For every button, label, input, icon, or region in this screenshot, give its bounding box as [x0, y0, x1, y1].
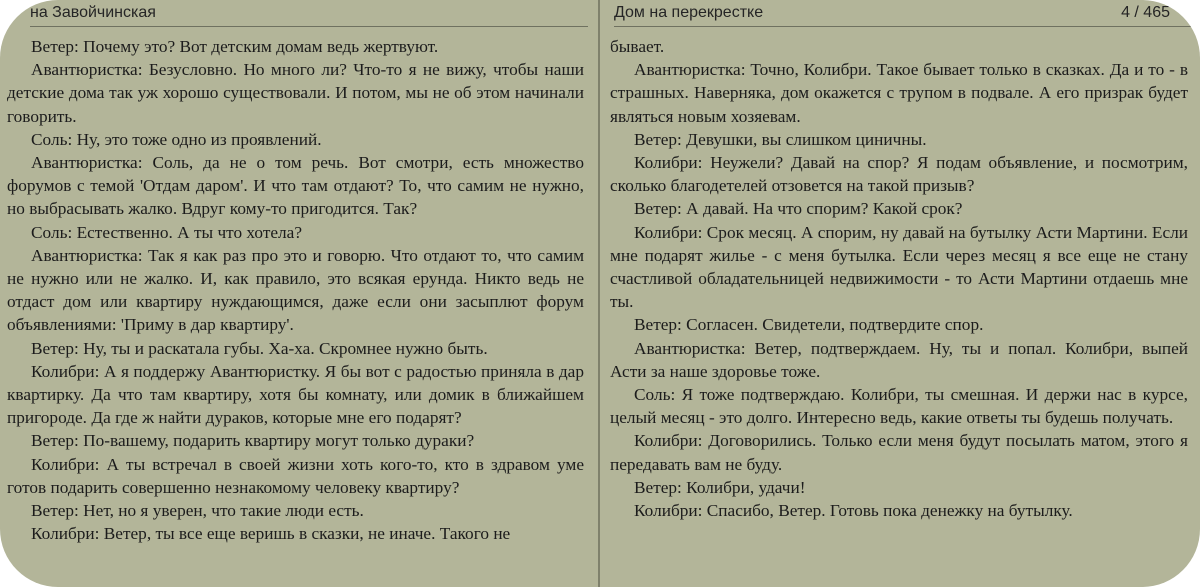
paragraph: Ветер: Почему это? Вот детским домам ведь жертвуют.	[31, 37, 439, 56]
paragraph: Ветер: Колибри, удачи!	[634, 477, 806, 497]
paragraph: Ветер: По-вашему, подарить квартиру могут только дураки?	[31, 431, 475, 451]
page-divider	[598, 0, 600, 587]
left-page-header	[30, 0, 588, 27]
paragraph-continuation: бывает.	[610, 37, 665, 56]
paragraph: Соль: Естественно. А ты что хотела?	[31, 222, 303, 242]
page-counter: 4 / 465	[1121, 4, 1170, 21]
paragraph: Соль: Ну, это тоже одно из проявлений.	[31, 129, 322, 149]
author-title: на Завойчинская	[30, 4, 156, 21]
paragraph: Колибри: А я поддержу Авантюристку. Я бы вот с радостью приняла в дар квартирку. Да что там квартиру, хотя бы комнату, или домик в ближайшем пригороде. Да где ж найти дураков, которые мне его подарят?	[7, 361, 584, 428]
paragraph: Ветер: А давай. На что спорим? Какой срок?	[634, 199, 963, 219]
right-page-text	[610, 35, 1188, 522]
right-page[interactable]	[602, 0, 1200, 587]
paragraph: Авантюристка: Ветер, подтверждаем. Ну, ты и попал. Колибри, выпей Асти за наше здоровье тоже.	[610, 338, 1188, 381]
paragraph: Колибри: А ты встречал в своей жизни хоть кого-то, кто в здравом уме готов подарить совершенно незнакомому человеку квартиру?	[7, 454, 584, 497]
right-page-header	[614, 0, 1200, 27]
paragraph: Ветер: Нет, но я уверен, что такие люди есть.	[31, 501, 364, 521]
paragraph: Колибри: Спасибо, Ветер. Готовь пока денежку на бутылку.	[634, 501, 1073, 521]
paragraph: Авантюристка: Безусловно. Но много ли? Что-то я не вижу, чтобы наши детские дома так уж хорошо существовали. И потом, мы не об этом начинали говорить.	[7, 60, 584, 126]
paragraph: Колибри: Ветер, ты все еще веришь в сказки, не иначе. Такого не	[31, 524, 511, 544]
left-page[interactable]	[0, 0, 598, 587]
paragraph: Ветер: Девушки, вы слишком циничны.	[634, 129, 927, 149]
paragraph: Колибри: Срок месяц. А спорим, ну давай на бутылку Асти Мартини. Если мне подарят жилье - с меня бутылка. Если через месяц я все еще не стану счастливой обладательницей недвижимости - то Асти Мартини отдаешь мне ты.	[610, 222, 1188, 312]
paragraph: Соль: Я тоже подтверждаю. Колибри, ты смешная. И держи нас в курсе, целый месяц - это долго. Интересно ведь, какие ответы ты будешь получать.	[610, 385, 1188, 428]
paragraph: Авантюристка: Соль, да не о том речь. Вот смотри, есть множество форумов с темой 'Отдам даром'. И что там отдают? То, что самим не нужно, но выбрасывать жалко. Вдруг кому-то пригодится. Так?	[7, 153, 584, 219]
paragraph: Авантюристка: Так я как раз про это и говорю. Что отдают то, что самим не нужно или не жалко. И, как правило, это всякая ерунда. Никто ведь не отдаст дом или квартиру нуждающимся, даже если они засыплют форум объявлениями: 'Приму в дар квартиру'.	[7, 245, 584, 335]
paragraph: Ветер: Согласен. Свидетели, подтвердите спор.	[634, 315, 984, 335]
paragraph: Авантюристка: Точно, Колибри. Такое бывает только в сказках. Да и то - в страшных. Наверняка, дом окажется с трупом в подвале. А его призрак будет являться новым хозяевам.	[610, 60, 1188, 126]
book-title: Дом на перекрестке	[614, 4, 764, 21]
paragraph: Колибри: Договорились. Только если меня будут посылать матом, этого я передавать вам не буду.	[610, 431, 1188, 474]
left-page-text	[7, 35, 584, 545]
paragraph: Ветер: Ну, ты и раскатала губы. Ха-ха. Скромнее нужно быть.	[31, 338, 488, 358]
paragraph: Колибри: Неужели? Давай на спор? Я подам объявление, и посмотрим, сколько благодетелей отзовется на такой призыв?	[610, 153, 1188, 196]
